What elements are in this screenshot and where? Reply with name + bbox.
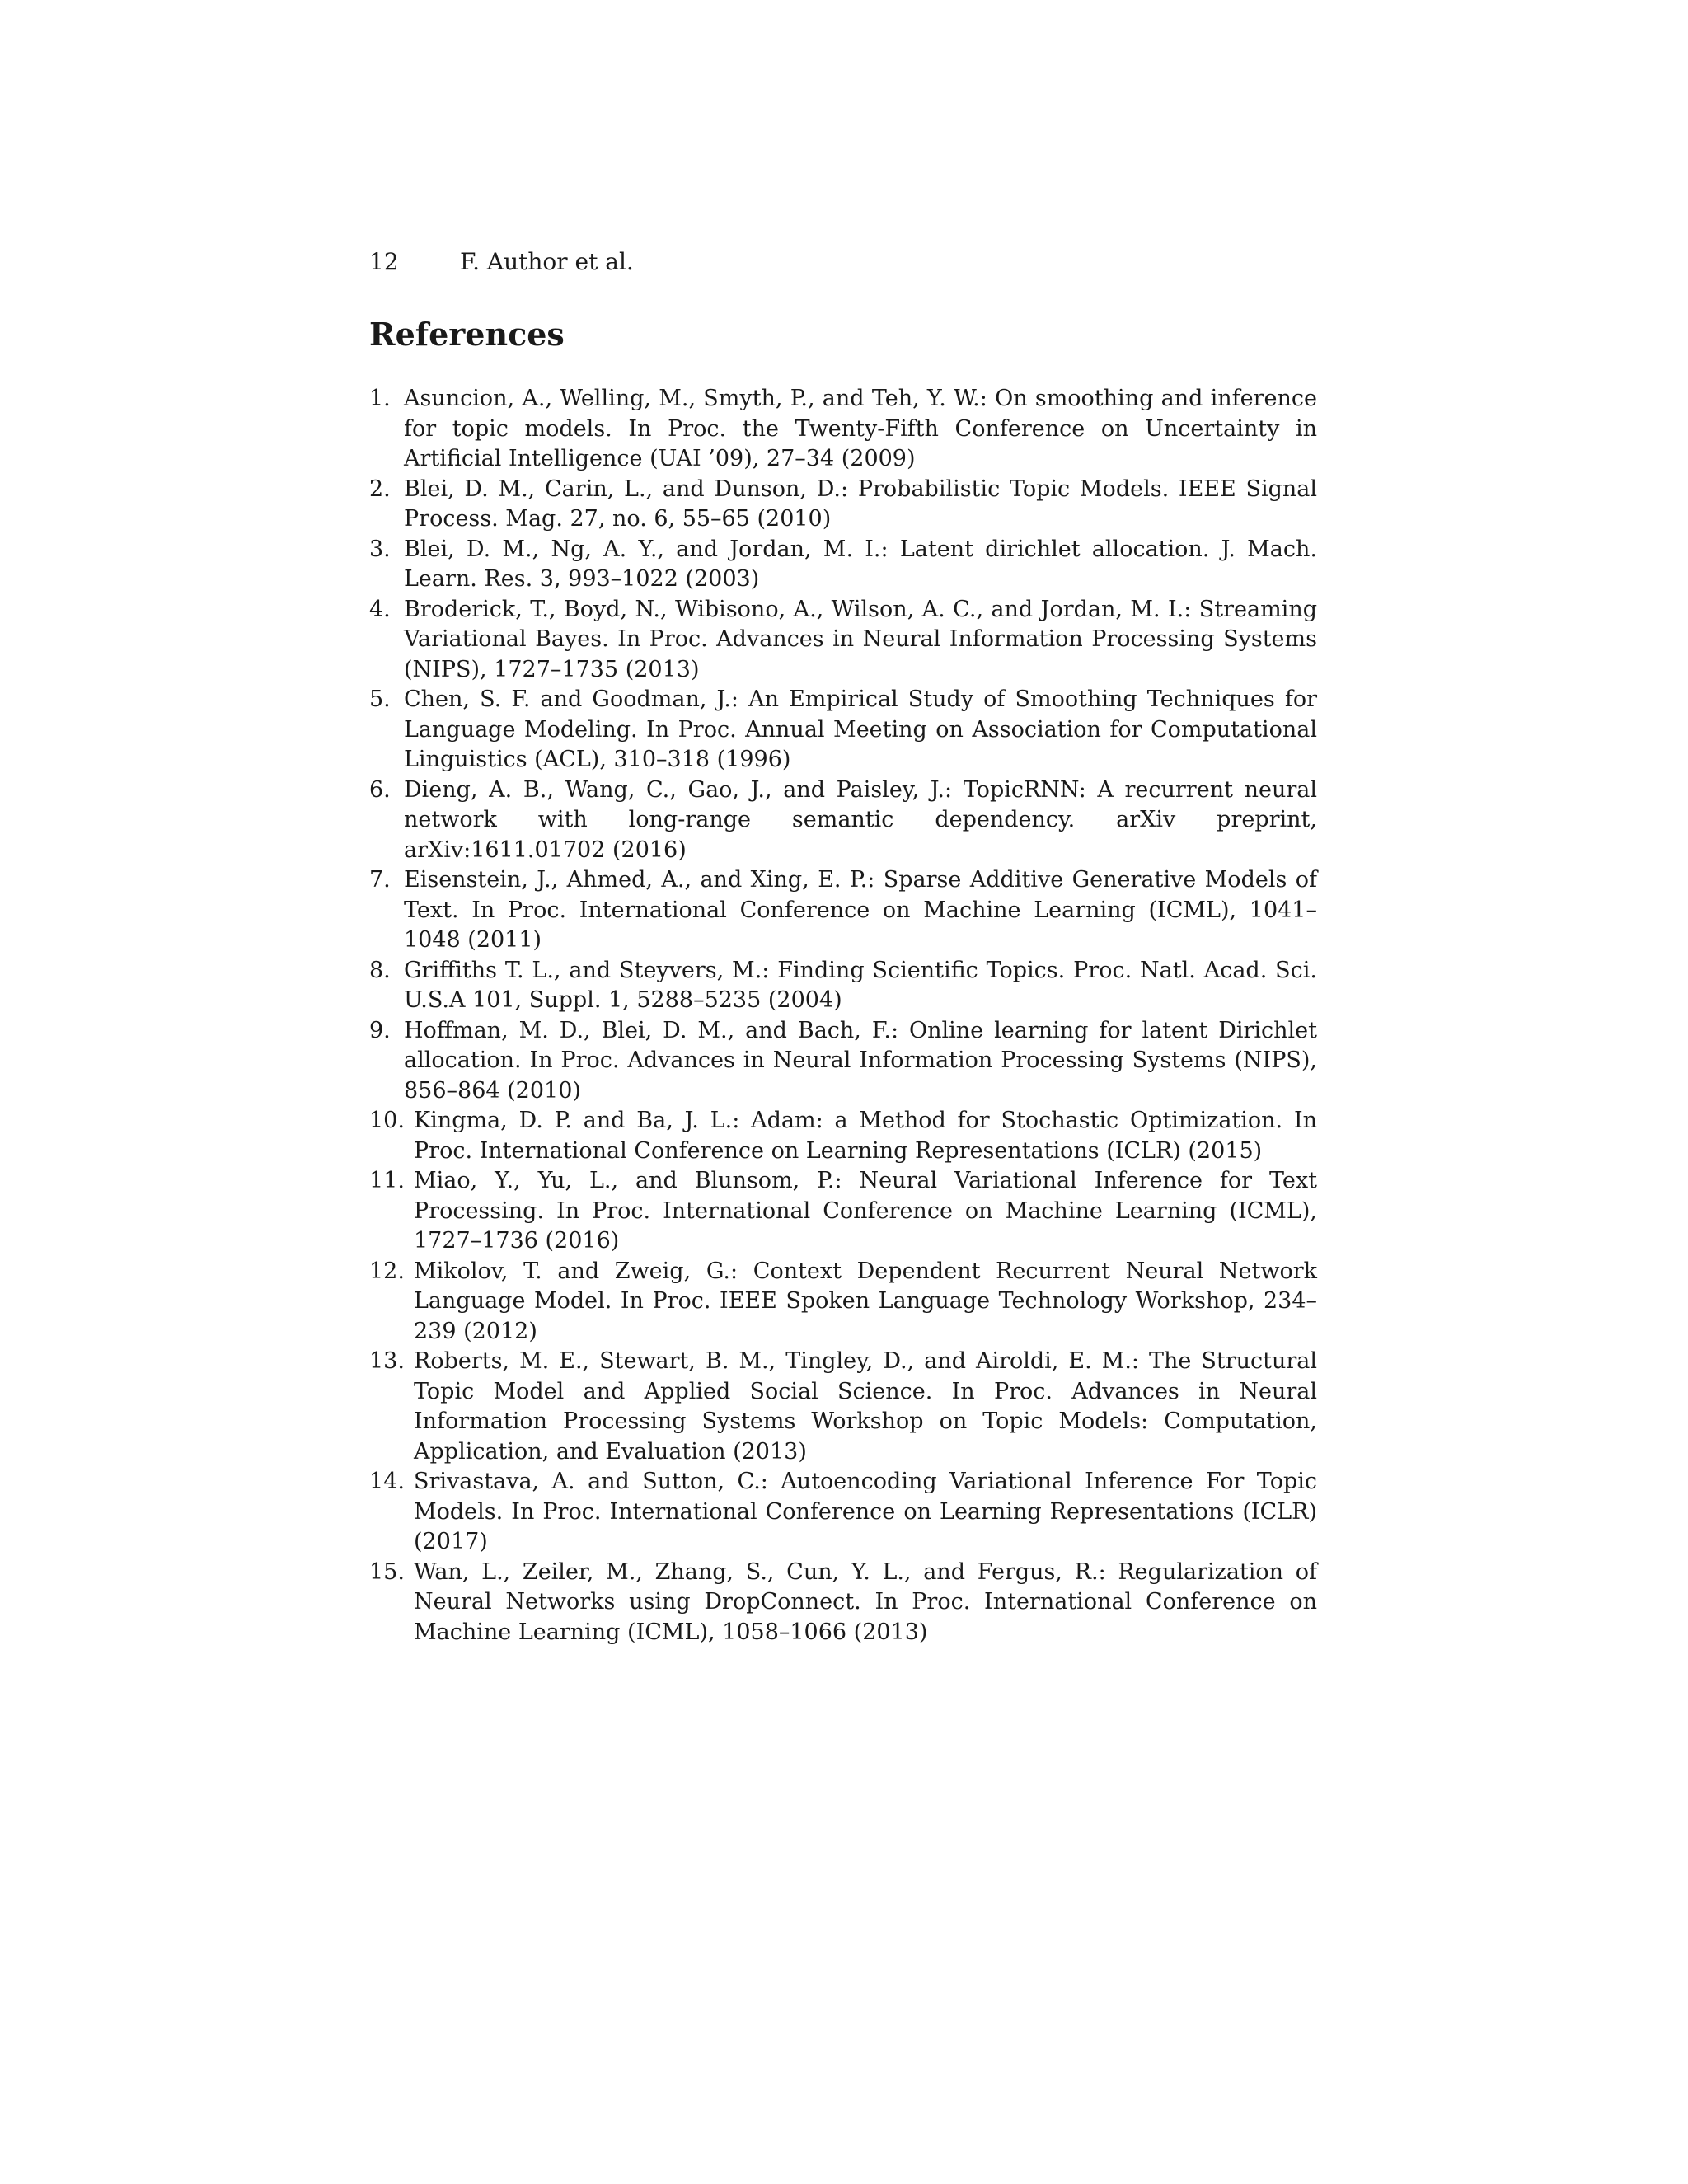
reference-text: Kingma, D. P. and Ba, J. L.: Adam: a Method for Stochastic Optimization. In Proc. International Conference on Learning Representations (ICLR) (2015) bbox=[414, 1108, 1317, 1164]
reference-text: Chen, S. F. and Goodman, J.: An Empirical Study of Smoothing Techniques for Language Modeling. In Proc. Annual Meeting on Association for Computational Linguistics (ACL), 310–318 (1996) bbox=[404, 687, 1317, 772]
reference-text: Griffiths T. L., and Steyvers, M.: Finding Scientific Topics. Proc. Natl. Acad. Sci. U.S.A 101, Suppl. 1, 5288–5235 (2004) bbox=[404, 957, 1317, 1013]
reference-item bbox=[369, 1166, 1317, 1257]
reference-text: Asuncion, A., Welling, M., Smyth, P., and Teh, Y. W.: On smoothing and inference for topic models. In Proc. the Twenty-Fifth Conference on Uncertainty in Artificial Intelligence (UAI ’09), 27–34 (2009) bbox=[404, 386, 1317, 471]
section-title: References bbox=[369, 316, 565, 353]
reference-text: Broderick, T., Boyd, N., Wibisono, A., Wilson, A. C., and Jordan, M. I.: Streaming Variational Bayes. In Proc. Advances in Neural Information Processing Systems (NIPS), 1727–1735 (2013) bbox=[404, 596, 1317, 682]
reference-number: 14. bbox=[369, 1469, 405, 1494]
reference-item bbox=[369, 595, 1317, 686]
reference-number: 9. bbox=[369, 1017, 391, 1043]
reference-number: 15. bbox=[369, 1558, 405, 1585]
running-title: F. Author et al. bbox=[460, 248, 634, 275]
reference-item bbox=[369, 384, 1317, 475]
reference-number: 11. bbox=[369, 1168, 405, 1193]
reference-item bbox=[369, 1467, 1317, 1558]
reference-number: 2. bbox=[369, 476, 391, 502]
reference-number: 7. bbox=[369, 867, 391, 893]
reference-number: 6. bbox=[369, 776, 391, 803]
reference-item bbox=[369, 1016, 1317, 1107]
reference-text: Hoffman, M. D., Blei, D. M., and Bach, F.: Online learning for latent Dirichlet allocation. In Proc. Advances in Neural Information Processing Systems (NIPS), 856–864 (2010) bbox=[404, 1017, 1317, 1104]
reference-item bbox=[369, 956, 1317, 1016]
reference-item bbox=[369, 685, 1317, 776]
reference-text: Blei, D. M., Ng, A. Y., and Jordan, M. I.: Latent dirichlet allocation. J. Mach. Learn. Res. 3, 993–1022 (2003) bbox=[404, 536, 1317, 592]
running-head bbox=[369, 247, 1317, 277]
reference-text: Miao, Y., Yu, L., and Blunsom, P.: Neural Variational Inference for Text Processing. In Proc. International Conference on Machine Learning (ICML), 1727–1736 (2016) bbox=[414, 1168, 1317, 1254]
reference-number: 12. bbox=[369, 1258, 405, 1284]
reference-list bbox=[369, 384, 1317, 1647]
reference-number: 13. bbox=[369, 1348, 405, 1374]
reference-number: 1. bbox=[369, 386, 391, 411]
reference-text: Mikolov, T. and Zweig, G.: Context Dependent Recurrent Neural Network Language Model. In Proc. IEEE Spoken Language Technology Workshop, 234–239 (2012) bbox=[414, 1258, 1317, 1344]
reference-number: 10. bbox=[369, 1108, 405, 1133]
reference-text: Eisenstein, J., Ahmed, A., and Xing, E. P.: Sparse Additive Generative Models of Text. In Proc. International Conference on Machine Learning (ICML), 1041–1048 (2011) bbox=[404, 867, 1317, 953]
reference-item bbox=[369, 475, 1317, 535]
reference-number: 5. bbox=[369, 687, 391, 712]
reference-number: 4. bbox=[369, 596, 391, 622]
reference-item bbox=[369, 1257, 1317, 1347]
reference-text: Wan, L., Zeiler, M., Zhang, S., Cun, Y. L., and Fergus, R.: Regularization of Neural Networks using DropConnect. In Proc. International Conference on Machine Learning (ICML), 1058–1066 (2013) bbox=[414, 1558, 1317, 1645]
reference-text: Blei, D. M., Carin, L., and Dunson, D.: Probabilistic Topic Models. IEEE Signal Process. Mag. 27, no. 6, 55–65 (2010) bbox=[404, 476, 1317, 532]
reference-number: 3. bbox=[369, 536, 391, 562]
reference-item bbox=[369, 1347, 1317, 1467]
page-number: 12 bbox=[369, 248, 399, 275]
reference-text: Dieng, A. B., Wang, C., Gao, J., and Paisley, J.: TopicRNN: A recurrent neural network with long-range semantic dependency. arXiv preprint, arXiv:1611.01702 (2016) bbox=[404, 776, 1317, 863]
reference-item bbox=[369, 1106, 1317, 1166]
reference-number: 8. bbox=[369, 957, 391, 983]
reference-text: Srivastava, A. and Sutton, C.: Autoencoding Variational Inference For Topic Models. In Proc. International Conference on Learning Representations (ICLR) (2017) bbox=[414, 1469, 1317, 1554]
reference-item bbox=[369, 535, 1317, 595]
reference-item bbox=[369, 1558, 1317, 1648]
reference-text: Roberts, M. E., Stewart, B. M., Tingley, D., and Airoldi, E. M.: The Structural Topic Model and Applied Social Science. In Proc. Advances in Neural Information Processing Systems Workshop on Topic Models: Computation, Application, and Evaluation (2013) bbox=[414, 1348, 1317, 1465]
reference-item bbox=[369, 776, 1317, 866]
reference-item bbox=[369, 865, 1317, 956]
